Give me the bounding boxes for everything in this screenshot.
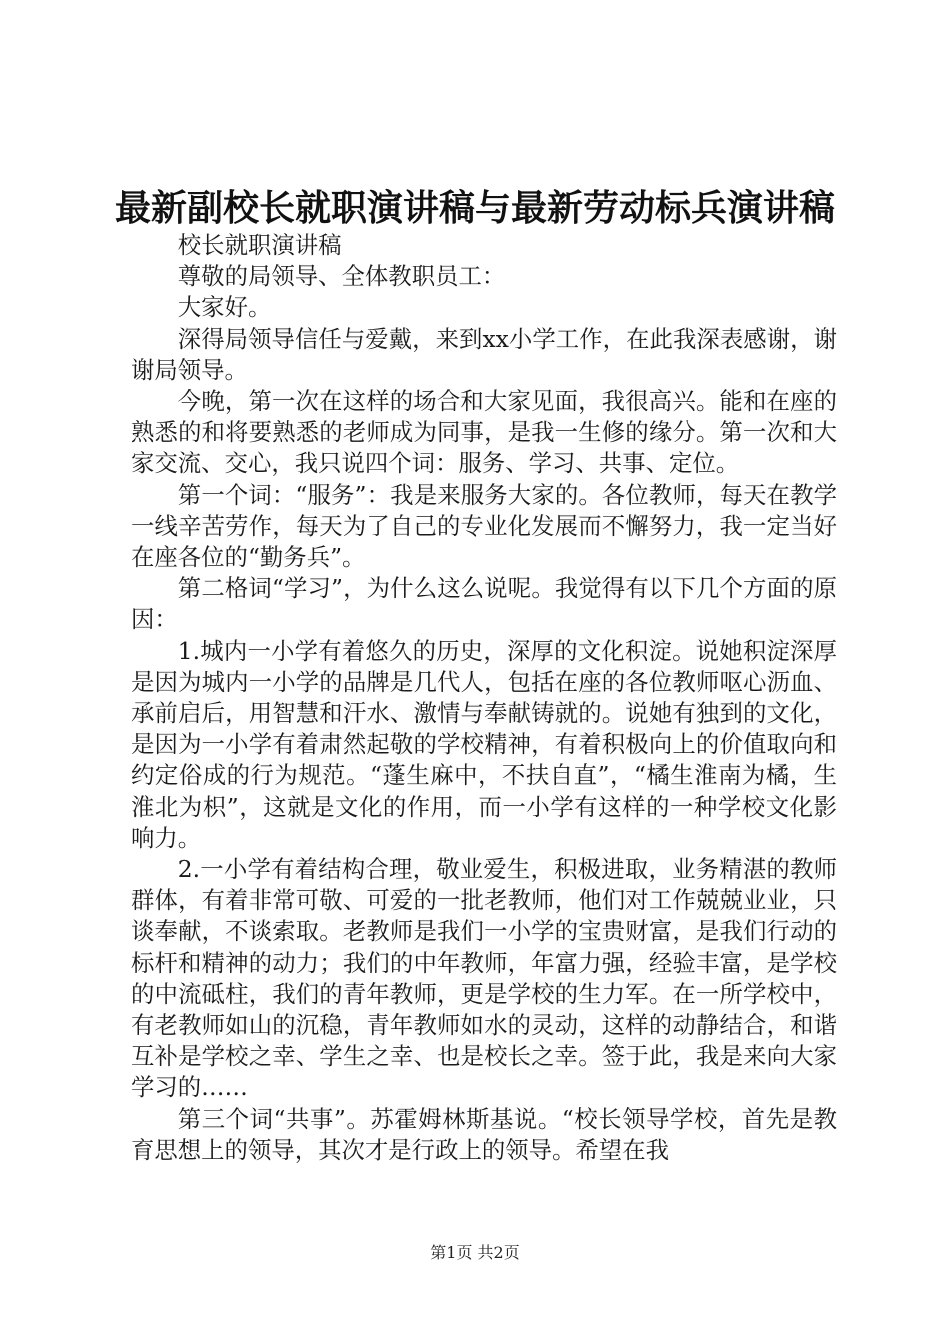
paragraph-salutation: 尊敬的局领导、全体教职员工：	[177, 262, 506, 291]
paragraph: 深得局领导信任与爱戴，来到xx小学工作，在此我深表感谢，谢谢局领导。	[131, 324, 837, 384]
paragraph-heading: 校长就职演讲稿	[177, 231, 342, 259]
paragraph: 1.城内一小学有着悠久的历史，深厚的文化积淀。说她积淀深厚是因为城内一小学的品牌是几代人，包括在座的各位教师呕心沥血、承前启后，用智慧和汗水、激情与奉献铸就的。说她有独到的文化，是因为一小学有着肃然起敬的学校精神，有着积极向上的价值取向和约定俗成的行为规范。“蓬生麻中，不扶自直”，“橘生淮南为橘，生淮北为枳”，这就是文化的作用，而一小学有这样的一种学校文化影响力。	[131, 636, 837, 852]
document-body	[131, 230, 837, 1166]
paragraph: 第二格词“学习”，为什么这么说呢。我觉得有以下几个方面的原因：	[131, 574, 837, 634]
page-number-footer: 第1页 共2页	[430, 1243, 520, 1262]
document-title: 最新副校长就职演讲稿与最新劳动标兵演讲稿	[114, 187, 835, 229]
paragraph: 第一个词：“服务”：我是来服务大家的。各位教师，每天在教学一线辛苦劳作，每天为了自己的专业化发展而不懈努力，我一定当好在座各位的“勤务兵”。	[131, 480, 837, 572]
paragraph: 2.一小学有着结构合理，敬业爱生，积极进取，业务精湛的教师群体，有着非常可敬、可爱的一批老教师，他们对工作兢兢业业，只谈奉献，不谈索取。老教师是我们一小学的宝贵财富，是我们行动的标杆和精神的动力；我们的中年教师，年富力强，经验丰富，是学校的中流砥柱，我们的青年教师，更是学校的生力军。在一所学校中，有老教师如山的沉稳，青年教师如水的灵动，这样的动静结合，和谐互补是学校之幸、学生之幸、也是校长之幸。签于此，我是来向大家学习的……	[131, 855, 837, 1102]
paragraph-greeting: 大家好。	[177, 293, 272, 322]
paragraph: 今晚，第一次在这样的场合和大家见面，我很高兴。能和在座的熟悉的和将要熟悉的老师成为同事，是我一生修的缘分。第一次和大家交流、交心，我只说四个词：服务、学习、共事、定位。	[131, 387, 837, 478]
paragraph: 第三个词“共事”。苏霍姆林斯基说。“校长领导学校，首先是教育思想上的领导，其次才是行政上的领导。希望在我	[131, 1104, 837, 1164]
